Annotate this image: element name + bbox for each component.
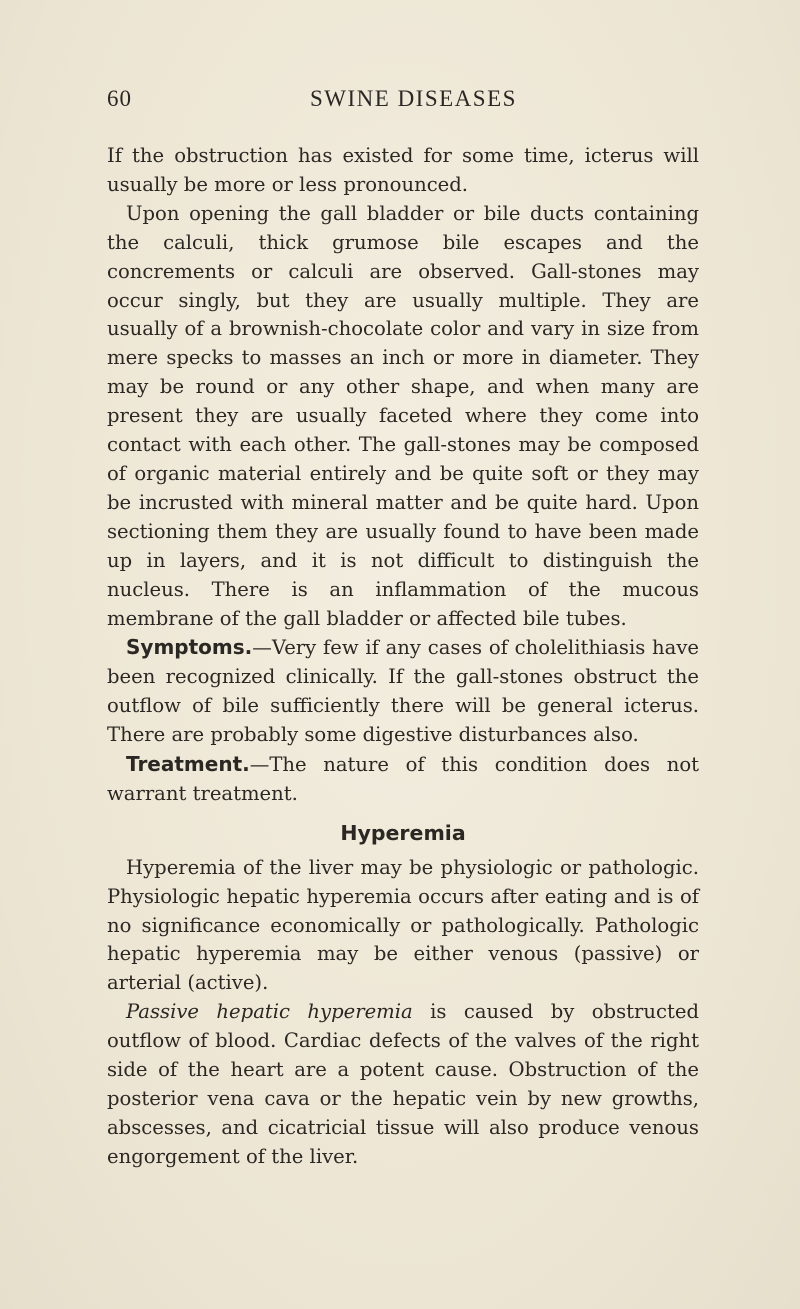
- running-head: [0, 86, 800, 118]
- paragraph-treatment: [107, 750, 699, 809]
- page-number: 60: [107, 86, 132, 111]
- paragraph-passive-hyperemia: [107, 998, 699, 1171]
- treatment-heading: Treatment.: [126, 752, 250, 777]
- paragraph-icterus: If the obstruction has existed for some time, icterus will usually be more or less pronounced.: [107, 144, 699, 196]
- body-text: [107, 142, 699, 1172]
- symptoms-heading: Symptoms.: [126, 635, 253, 660]
- section-heading-hyperemia: Hyperemia: [340, 820, 466, 845]
- running-title: SWINE DISEASES: [310, 86, 517, 111]
- paragraph-symptoms: [107, 633, 699, 750]
- paragraph-hyperemia: Hyperemia of the liver may be physiologic or pathologic. Physiologic hepatic hyperemia occurs after eating and is of no significance economically or pathologically. Pathologic hepatic hyperemia may be either venous (passive) or arterial (active).: [107, 855, 699, 995]
- passive-hyperemia-term: Passive hepatic hyperemia: [126, 1000, 413, 1024]
- symptoms-text: —Very few if any cases of cholelithiasis have been recognized clinically. If the gall-stones obstruct the outflow of bile sufficiently there will be general icterus. There are probably some digestive disturbances also.: [107, 636, 699, 747]
- paragraph-gall-stones: Upon opening the gall bladder or bile ducts containing the calculi, thick grumose bile escapes and the concrements or calculi are observed. Gall-stones may occur singly, but they are usually multiple. They are usually of a brownish-chocolate color and vary in size from mere specks to masses an inch or more in diameter. They may be round or any other shape, and when many are present they are usually faceted where they come into contact with each other. The gall-stones may be composed of organic material entirely and be quite soft or they may be incrusted with mineral matter and be quite hard. Upon sectioning them they are usually found to have been made up in layers, and it is not difficult to distinguish the nucleus. There is an inflammation of the mucous membrane of the gall bladder or affected bile tubes.: [107, 201, 699, 630]
- treatment-text: —The nature of this condition does not warrant treatment.: [107, 753, 699, 805]
- passive-hyperemia-text: is caused by obstructed outflow of blood. Cardiac defects of the valves of the right side of the heart are a potent cause. Obstruction of the posterior vena cava or the hepatic vein by new growths, abscesses, and cicatricial tissue will also produce venous engorgement of the liver.: [107, 1000, 699, 1168]
